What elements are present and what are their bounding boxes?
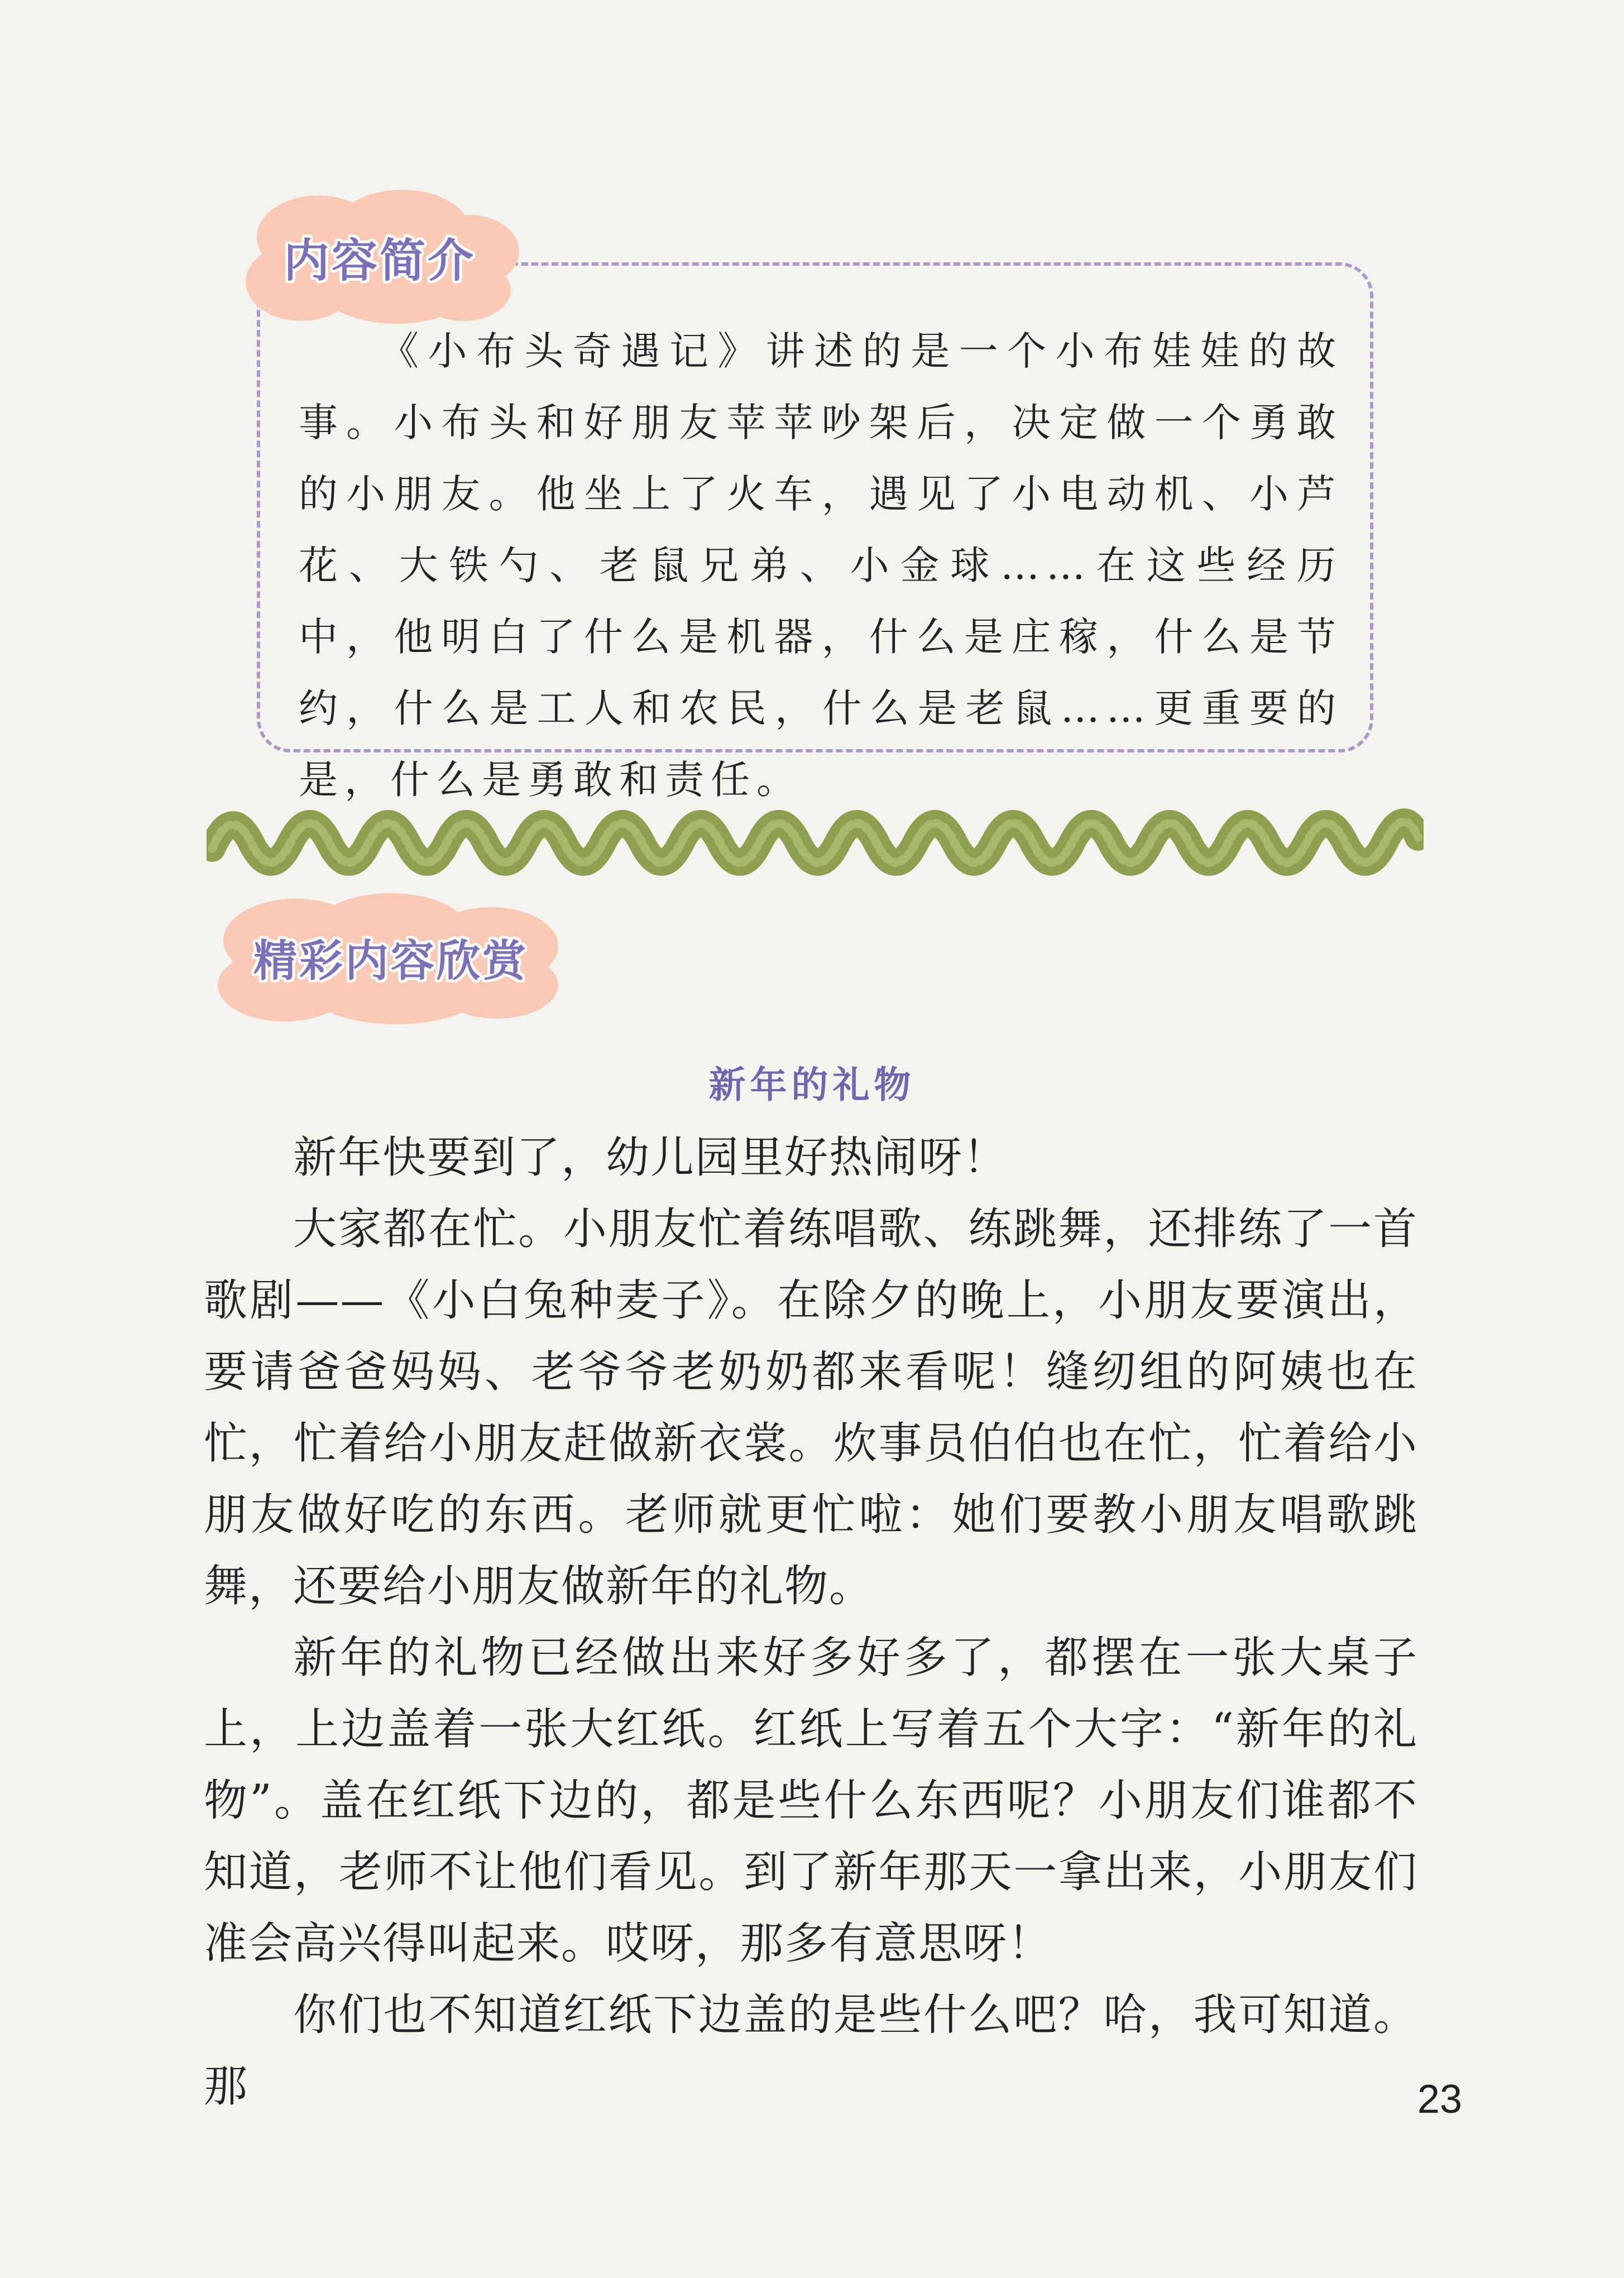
excerpt-heading-badge [201,885,581,1030]
story-body [204,1122,1418,2122]
intro-paragraph: 《小布头奇遇记》讲述的是一个小布娃娃的故事。小布头和好朋友苹苹吵架后，决定做一个勇敢的小朋友。他坐上了火车，遇见了小电动机、小芦花、大铁勺、老鼠兄弟、小金球……在这些经历中，他明白了什么是机器，什么是庄稼，什么是节约，什么是工人和农民，什么是老鼠……更重要的是，什么是勇敢和责任。 [299,328,1343,803]
intro-heading-badge [234,184,525,329]
story-paragraph: 新年快要到了，幼儿园里好热闹呀！ [293,1133,1008,1183]
story-paragraph: 新年的礼物已经做出来好多好多了，都摆在一张大桌子上，上边盖着一张大红纸。红纸上写着五个大字：“新年的礼物”。盖在红纸下边的，都是些什么东西呢？小朋友们谁都不知道，老师不让他们看见。到了新年那天一拿出来，小朋友们准会高兴得叫起来。哎呀，那多有意思呀！ [204,1633,1418,1969]
story-paragraph: 你们也不知道红纸下边盖的是些什么吧？哈，我可知道。那 [204,1990,1418,2112]
intro-heading: 内容简介 [283,234,476,287]
page-number: 23 [1417,2077,1462,2122]
rickrack-divider [207,787,1424,899]
story-paragraph: 大家都在忙。小朋友忙着练唱歌、练跳舞，还排练了一首歌剧——《小白兔种麦子》。在除夕的晚上，小朋友要演出，要请爸爸妈妈、老爷爷老奶奶都来看呢！缝纫组的阿姨也在忙，忙着给小朋友赶做新衣裳。炊事员伯伯也在忙，忙着给小朋友做好吃的东西。老师就更忙啦：她们要教小朋友唱歌跳舞，还要给小朋友做新年的礼物。 [204,1204,1418,1612]
excerpt-heading: 精彩内容欣赏 [253,936,528,986]
intro-text [299,315,1343,816]
story-title: 新年的礼物 [708,1063,916,1106]
